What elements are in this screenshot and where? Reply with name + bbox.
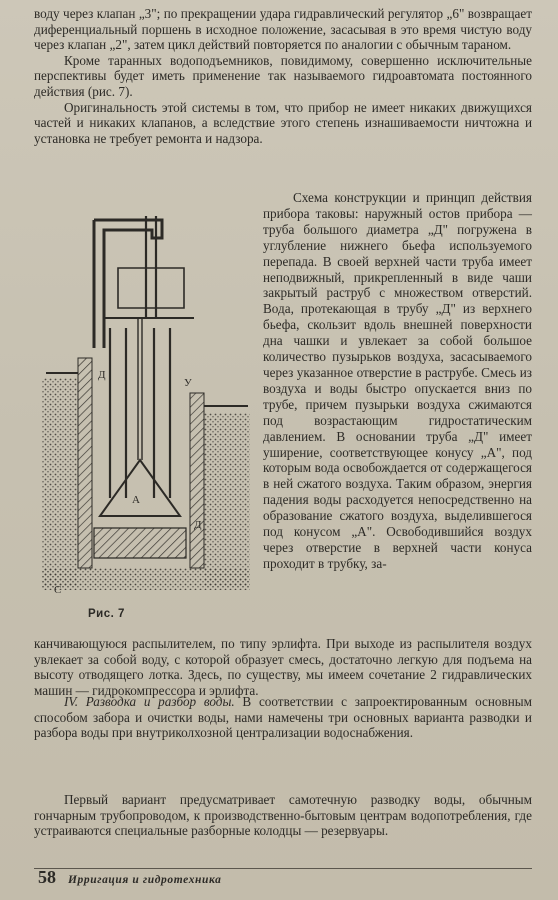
intro-text bbox=[34, 6, 532, 146]
section-heading: IV. Разводка и разбор воды. bbox=[64, 694, 235, 709]
paragraph-scheme: Схема конструкции и принцип действия прибора таковы: наружный остов прибора — труба большого диаметра „Д" погружена в углубление нижнего бьефа используемого перепада. В своей верхней части труба имеет неподвижный, прикрепленный в виде чаши закрытый раструб с множеством отверстий. Вода, протекающая в трубу „Д" из верхнего бьефа, скользит вдоль внешней поверхности дна чашки и увлекает за собой большое количество пузырьков воздуха, засасываемого через указанное отверстие в раструбе. Смесь из воздуха и воды быстро опускается вниз по трубе, причем пузырьки воздуха сжимаются под возрастающим гидростатическим давлением. В основании труба „Д" имеет уширение, соответствующее конусу „А", под которым вода освобождается от содержащегося в ней сжатого воздуха. Таким образом, энергия падения воды расходуется непосредственно на образование сжатого воздуха, выделившегося под конусом „А". Освободившийся воздух через отверстие в верхней части конуса проходит в трубку, за- bbox=[263, 190, 532, 571]
label-d-upper: Д bbox=[98, 369, 106, 381]
right-column-text bbox=[263, 190, 532, 572]
running-head: Ирригация и гидротехника bbox=[68, 874, 222, 886]
cup-funnel bbox=[118, 268, 184, 308]
earth-left bbox=[42, 378, 78, 588]
label-u: У bbox=[184, 377, 192, 389]
riser-tube bbox=[138, 318, 142, 460]
continuation-text bbox=[34, 636, 532, 698]
earth-right bbox=[204, 413, 250, 588]
page-footer bbox=[34, 868, 532, 893]
tube-outer bbox=[154, 328, 170, 498]
base-chamber bbox=[94, 528, 186, 558]
paragraph-intro-1: воду через клапан „3"; по прекращении удара гидравлический регулятор „6" возвращает диференциальный поршень в исходное положение, засасывая в это время чистую воду через клапан „2", затем цикл действий повторяется по аналогии с обычным тараном. bbox=[34, 6, 532, 53]
paragraph-section-4 bbox=[34, 694, 532, 741]
figure-caption: Рис. 7 bbox=[88, 608, 125, 620]
intake-pipe bbox=[94, 220, 162, 348]
label-d-lower: Д bbox=[194, 519, 202, 531]
last-paragraph bbox=[34, 792, 532, 839]
wall-left bbox=[78, 358, 92, 568]
paragraph-intro-3: Оригинальность этой системы в том, что прибор не имеет никаких движущихся частей и никаких клапанов, а вследствие этого степень изнашиваемости ничтожна и установка не требует ремонта и надзора. bbox=[34, 99, 532, 146]
hydroautomat-drawing bbox=[34, 198, 260, 608]
paragraph-first-variant: Первый вариант предусматривает самотечную разводку воды, обычным гончарным трубопроводом, к производственно-бытовым центрам водопотребления, где устраиваются специальные разборные колодцы — резервуары. bbox=[34, 792, 532, 839]
paragraph-continuation: канчивающуюся распылителем, по типу эрлифта. При выходе из распылителя воздух увлекает за собой воду, с которой образует смесь, достаточно легкую для подъема на высоту отводящего лотка. Здесь, по существу, мы имеем сочетание 2 гидравлических машин — гидрокомпрессора и эрлифта. bbox=[34, 636, 532, 698]
figure-7-diagram bbox=[34, 198, 260, 638]
wall-right bbox=[190, 393, 204, 568]
section-4-body: В соответствии с запроектированным основным способом забора и очистки воды, нами намечены три основных варианта разводки и разбора воды при внутриколхозной централизации водоснабжения. bbox=[34, 694, 532, 741]
page-number: 58 bbox=[38, 867, 56, 887]
cone-a bbox=[100, 460, 180, 516]
earth-bottom bbox=[42, 568, 250, 590]
label-c: С bbox=[54, 584, 62, 596]
section-4 bbox=[34, 694, 532, 741]
paragraph-intro-2: Кроме таранных водоподъемников, повидимому, совершенно исключительные перспективы будет иметь применение так называемого гидроавтомата постоянного действия (рис. 7). bbox=[34, 52, 532, 99]
tube-d bbox=[110, 328, 126, 498]
label-a: A bbox=[132, 494, 140, 506]
